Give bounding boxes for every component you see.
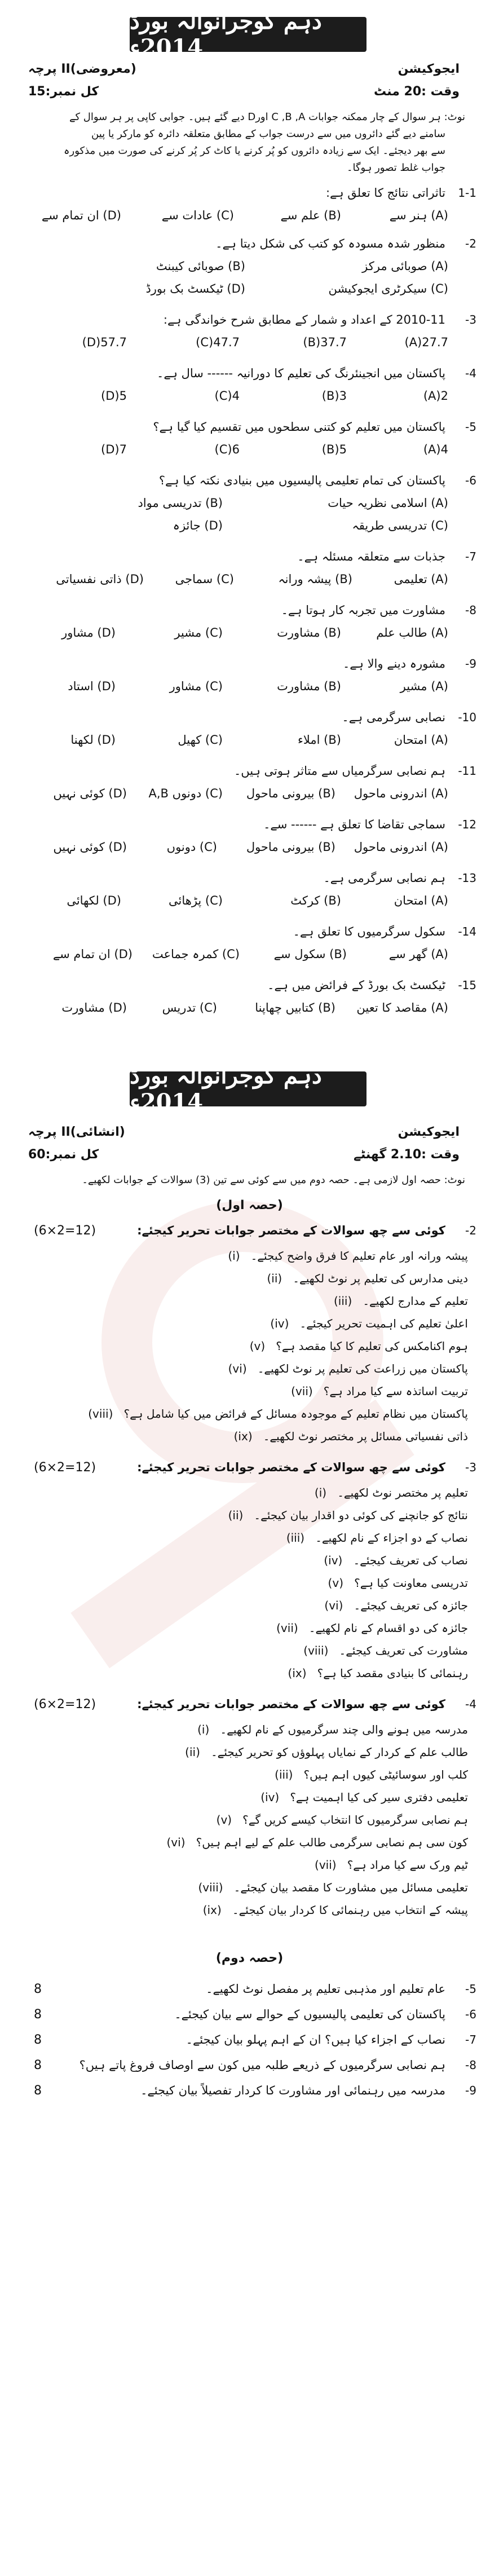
sub-question-text: پاکستان میں نظام تعلیم کے موجودہ مسائل کے فرائض میں کیا شامل ہے؟ (123, 1407, 468, 1421)
option: 2(A) (423, 389, 448, 403)
sub-question-number: (ix) (202, 1903, 222, 1917)
question-text: منظور شدہ مسودہ کو کتب کی شکل دیتا ہے۔ (215, 237, 445, 250)
sub-question-text: پیشہ کے انتخاب میں رہنمائی کا کردار بیان کیجئے۔ (232, 1903, 468, 1917)
question-text: مشورہ دینے والا ہے۔ (342, 657, 445, 671)
options-row (31, 572, 460, 588)
question-text: ٹیکسٹ بک بورڈ کے فرائض میں ہے۔ (267, 978, 445, 992)
objective-paper: پرچہ II(معروضی) (28, 62, 136, 76)
sub-question (334, 1294, 468, 1308)
sub-question-text: نتائج کو جانچنے کی کوئی دو اقدار بیان کیجئے۔ (254, 1508, 468, 1522)
option: (A) اندرونی ماحول (354, 840, 448, 854)
subjective-subject: ایجوکیشن (398, 1125, 460, 1139)
option: (D) کوئی نہیں (53, 787, 127, 800)
option: (C) دونوں A,B (148, 787, 223, 800)
question (34, 1697, 476, 1712)
question-number: -11 (458, 764, 476, 778)
question-text: پاکستان کی تعلیمی پالیسیوں کے حوالے سے بیان کیجئے۔ (174, 2008, 445, 2021)
options-row (31, 733, 460, 749)
question-number: -4 (465, 1697, 476, 1711)
sub-question-text: جائزہ کی دو اقسام کے نام لکھیے۔ (308, 1621, 468, 1635)
sub-question-number: (ix) (288, 1666, 307, 1680)
sub-question-text: نصاب کے دو اجزاء کے نام لکھیے۔ (315, 1531, 468, 1545)
options-row (31, 259, 460, 275)
sub-question (198, 1881, 468, 1894)
question-number: -14 (458, 925, 476, 938)
options-row (31, 680, 460, 695)
sub-question (324, 1554, 468, 1567)
sub-question (291, 1384, 468, 1398)
options-row (31, 787, 460, 802)
option: (C) کمرہ جماعت (152, 947, 240, 961)
sub-question (303, 1644, 468, 1657)
sub-question-text: ذاتی نفسیاتی مسائل پر مختصر نوٹ لکھیے۔ (263, 1430, 468, 1443)
option: (C) سماجی (175, 572, 234, 586)
question (34, 871, 476, 886)
options-row (31, 389, 460, 405)
question (34, 978, 476, 993)
option: (D) ان تمام سے (52, 947, 133, 961)
question (34, 603, 476, 618)
option: (A) اسلامی نظریہ حیات (328, 496, 448, 510)
option: 7(D) (101, 443, 127, 456)
option: 57.7(D) (82, 336, 127, 349)
option: (D) جائزہ (173, 519, 223, 532)
question (34, 2008, 476, 2022)
sub-question-number: (ii) (185, 1745, 200, 1759)
sub-question-number: (vi) (166, 1836, 186, 1849)
objective-header: دہم گوجرانوالہ بورڈ 2014ء (130, 17, 366, 52)
option: (C) مشیر (174, 626, 223, 639)
sub-question-number: (v) (216, 1813, 232, 1827)
question-text: ہم نصابی سرگرمیوں کے ذریعے طلبہ میں کون سے اوصاف فروغ پاتے ہیں؟ (79, 2058, 445, 2072)
option: (A) طالب علم (376, 626, 448, 639)
option: (A) صوبائی مرکز (362, 259, 448, 273)
question-number: -4 (465, 367, 476, 380)
subjective-note: نوٹ: حصہ اول لازمی ہے۔ حصہ دوم میں سے کوئی سے تین (3) سوالات کے جوابات لکھیے۔ (82, 1174, 465, 1186)
sub-question-number: (vi) (228, 1362, 247, 1375)
part1-title: (حصہ اول) (216, 1198, 283, 1212)
option: (A) گھر سے (388, 947, 448, 961)
option: (D) لکھائی (67, 894, 121, 907)
sub-question-number: (viii) (303, 1644, 329, 1657)
sub-question-number: (i) (228, 1249, 240, 1263)
sub-question (315, 1486, 468, 1499)
option: (B) علم سے (280, 209, 341, 222)
question (34, 550, 476, 564)
sub-question (260, 1790, 468, 1804)
option: (B) مشاورت (277, 626, 341, 639)
option: (B) بیرونی ماحول (246, 840, 335, 854)
sub-question (250, 1339, 468, 1353)
option: 3(B) (321, 389, 347, 403)
question-number: 1-1 (458, 186, 476, 200)
sub-question-text: پاکستان میں زراعت کی تعلیم پر نوٹ لکھیے۔ (257, 1362, 468, 1375)
question-marks: (6×2=12) (34, 1697, 96, 1712)
sub-question (185, 1745, 468, 1759)
option: (D) ٹیکسٹ بک بورڈ (145, 282, 245, 295)
sub-question (315, 1858, 468, 1872)
sub-question-text: کون سی ہم نصابی سرگرمی طالب علم کے لیے اہم ہیں؟ (196, 1836, 468, 1849)
objective-note-line: سامنے دیے گئے دائروں میں سے درست جواب کے مطابق متعلقہ دائرہ کو مارکر یا پین (91, 128, 445, 140)
option: 5(D) (101, 389, 127, 403)
sub-question-number: (iv) (260, 1790, 280, 1804)
sub-question (228, 1362, 468, 1375)
option: (D) ان تمام سے (41, 209, 121, 222)
question-number: -3 (465, 1461, 476, 1474)
question-marks: 8 (34, 1982, 42, 1996)
options-row (31, 1001, 460, 1017)
question-text: پاکستان میں انجینئرنگ کی تعلیم کا دورانیہ ------ سال ہے۔ (157, 367, 445, 380)
sub-question-text: تعلیمی مسائل میں مشاورت کا مقصد بیان کیجئے۔ (233, 1881, 468, 1894)
option: (D) لکھنا (70, 733, 116, 747)
question-marks: 8 (34, 2008, 42, 2022)
option: (C) عادات سے (161, 209, 234, 222)
question-text: ہم نصابی سرگرمیاں سے متاثر ہوتی ہیں۔ (233, 764, 445, 778)
sub-question (267, 1272, 468, 1285)
option: (A) مقاصد کا تعین (356, 1001, 448, 1014)
objective-subject: ایجوکیشن (398, 62, 460, 76)
question-marks: 8 (34, 2084, 42, 2098)
options-row (31, 336, 460, 351)
question (34, 420, 476, 435)
sub-question-number: (i) (314, 1486, 327, 1499)
question (34, 1461, 476, 1475)
subjective-paper: پرچہ II(انشائی) (28, 1125, 125, 1139)
question-text: پاکستان کی تمام تعلیمی پالیسیوں میں بنیادی نکتہ کیا ہے؟ (158, 474, 445, 487)
sub-question-text: کلب اور سوسائیٹی کیوں اہم ہیں؟ (303, 1768, 468, 1781)
question-text: سماجی تقاضا کا تعلق ہے ------ سے۔ (263, 818, 445, 831)
question-number: -5 (465, 420, 476, 434)
sub-question-text: ہم نصابی سرگرمیوں کا انتخاب کیسے کریں گے؟ (242, 1813, 468, 1827)
question-number: -6 (465, 474, 476, 487)
question (34, 1982, 476, 1997)
sub-question (324, 1599, 468, 1612)
options-row (31, 894, 460, 910)
option: (C) کھیل (178, 733, 223, 747)
option: (A) امتحان (394, 894, 448, 907)
option: (B) کرکٹ (290, 894, 341, 907)
sub-question-number: (i) (197, 1723, 210, 1736)
sub-question (203, 1903, 468, 1917)
question-marks: (6×2=12) (34, 1224, 96, 1238)
question-text: جذبات سے متعلقہ مسئلہ ہے۔ (297, 550, 445, 563)
option: (B) پیشہ ورانہ (278, 572, 352, 586)
question (34, 313, 476, 328)
sub-question-number: (vii) (291, 1384, 313, 1398)
sub-question-text: ہوم اکنامکس کی تعلیم کا کیا مقصد ہے؟ (276, 1339, 468, 1353)
question-number: -10 (458, 711, 476, 724)
sub-question-number: (vi) (324, 1599, 343, 1612)
sub-question (275, 1768, 468, 1781)
option: (C) پڑھائی (169, 894, 223, 907)
option: (D) ذاتی نفسیاتی (56, 572, 144, 586)
question-number: -6 (465, 2008, 476, 2021)
option: (A) امتحان (394, 733, 448, 747)
sub-question-text: تربیت اساتذہ سے کیا مراد ہے؟ (323, 1384, 468, 1398)
question-text: کوئی سے چھ سوالات کے مختصر جوابات تحریر کیجئے: (137, 1224, 445, 1237)
sub-question-text: جائزہ کی تعریف کیجئے۔ (354, 1599, 468, 1612)
sub-question-number: (ii) (267, 1272, 282, 1285)
options-row (31, 282, 460, 298)
objective-note-line: سے بھر دیجئے۔ ایک سے زیادہ دائروں کو پُر کرنے یا کاٹ کر پُر کرنے کی صورت میں مذکورہ (63, 145, 445, 157)
option: (B) بیرونی ماحول (246, 787, 335, 800)
question-number: -15 (458, 978, 476, 992)
sub-question-number: (iv) (324, 1554, 343, 1567)
sub-question-text: تعلیمی دفتری سیر کی کیا اہمیت ہے؟ (290, 1790, 468, 1804)
sub-question-text: طالب علم کے کردار کے نمایاں پہلوؤں کو تحریر کیجئے۔ (210, 1745, 468, 1759)
question (34, 925, 476, 939)
objective-total-marks: کل نمبر:15 (28, 85, 99, 99)
sub-question-text: رہنمائی کا بنیادی مقصد کیا ہے؟ (317, 1666, 468, 1680)
sub-question (288, 1666, 468, 1680)
option: (C) سیکرٹری ایجوکیشن (328, 282, 448, 295)
option: 6(C) (214, 443, 240, 456)
option: (C) تدریس (162, 1001, 217, 1014)
sub-question (234, 1430, 468, 1443)
question-number: -7 (465, 2033, 476, 2046)
question-text: مشاورت میں تجربہ کار ہوتا ہے۔ (281, 603, 445, 617)
sub-question-text: دینی مدارس کی تعلیم پر نوٹ لکھیے۔ (293, 1272, 468, 1285)
options-row (31, 947, 460, 963)
question-number: -8 (465, 603, 476, 617)
question (34, 711, 476, 725)
sub-question-number: (viii) (198, 1881, 223, 1894)
subjective-header: دہم گوجرانوالہ بورڈ 2014ء (130, 1071, 366, 1106)
sub-question-number: (v) (328, 1576, 344, 1590)
question-marks: 8 (34, 2033, 42, 2047)
question-marks: 8 (34, 2058, 42, 2072)
option: (B) تدریسی مواد (138, 496, 223, 510)
sub-question-text: تعلیم پر مختصر نوٹ لکھیے۔ (337, 1486, 468, 1499)
question-text: سکول سرگرمیوں کا تعلق ہے۔ (293, 925, 445, 938)
option: (B) کتابیں چھاپنا (255, 1001, 335, 1014)
sub-question-text: نصاب کی تعریف کیجئے۔ (353, 1554, 468, 1567)
sub-question (276, 1621, 468, 1635)
sub-question-text: مدرسہ میں ہونے والی چند سرگرمیوں کے نام لکھیے۔ (220, 1723, 468, 1736)
option: 47.7(C) (196, 336, 240, 349)
options-row (31, 496, 460, 512)
question (34, 186, 476, 201)
sub-question (286, 1531, 468, 1545)
question-number: -2 (465, 1224, 476, 1237)
option: (C) مشاور (169, 680, 223, 693)
sub-question-text: مشاورت کی تعریف کیجئے۔ (339, 1644, 468, 1657)
question-number: -9 (465, 657, 476, 671)
sub-question-number: (iii) (333, 1294, 352, 1308)
question (34, 474, 476, 488)
sub-question (88, 1407, 468, 1421)
option: (D) کوئی نہیں (53, 840, 127, 854)
option: 4(A) (423, 443, 448, 456)
question-text: 2010-11 کے اعداد و شمار کے مطابق شرح خواندگی ہے: (163, 313, 445, 327)
question (34, 818, 476, 832)
option: (D) مشاور (61, 626, 116, 639)
sub-question-number: (vii) (315, 1858, 337, 1872)
question-text: کوئی سے چھ سوالات کے مختصر جوابات تحریر کیجئے: (137, 1461, 445, 1474)
question-text: عام تعلیم اور مذہبی تعلیم پر مفصل نوٹ لکھیے۔ (206, 1982, 445, 1996)
question-number: -7 (465, 550, 476, 563)
sub-question (166, 1836, 468, 1849)
sub-question-number: (viii) (88, 1407, 113, 1421)
options-row (31, 626, 460, 642)
option: (C) تدریسی طریقہ (352, 519, 448, 532)
option: 27.7(A) (404, 336, 448, 349)
options-row (31, 209, 460, 224)
options-row (31, 443, 460, 458)
sub-question-number: (iii) (286, 1531, 305, 1545)
sub-question (228, 1249, 468, 1263)
question-number: -5 (465, 1982, 476, 1996)
question (34, 367, 476, 381)
options-row (31, 519, 460, 535)
question-text: پاکستان میں تعلیم کو کتنی سطحوں میں تقسیم کیا گیا ہے؟ (153, 420, 445, 434)
subjective-total-marks: کل نمبر:60 (28, 1148, 99, 1162)
question (34, 764, 476, 779)
sub-question (228, 1508, 468, 1522)
question-text: نصاب کے اجزاء کیا ہیں؟ ان کے اہم پہلو بیان کیجئے۔ (186, 2033, 445, 2046)
question (34, 657, 476, 672)
objective-note-line: جواب غلط تصور ہوگا۔ (346, 162, 445, 174)
sub-question (270, 1317, 468, 1330)
sub-question-number: (ix) (233, 1430, 253, 1443)
option: 5(B) (321, 443, 347, 456)
question (34, 2058, 476, 2073)
options-row (31, 840, 460, 856)
sub-question-text: اعلیٰ تعلیم کی اہمیت تحریر کیجئے۔ (299, 1317, 468, 1330)
sub-question-text: ٹیم ورک سے کیا مراد ہے؟ (347, 1858, 468, 1872)
sub-question-number: (iii) (275, 1768, 293, 1781)
option: (A) ہنر سے (389, 209, 448, 222)
part2-title: (حصہ دوم) (215, 1951, 284, 1965)
question-marks: (6×2=12) (34, 1461, 96, 1475)
option: (A) اندرونی ماحول (354, 787, 448, 800)
question-text: تاثراتی نتائج کا تعلق ہے: (325, 186, 445, 200)
option: (D) استاد (68, 680, 116, 693)
question-number: -13 (458, 871, 476, 885)
question (34, 2084, 476, 2098)
sub-question-number: (v) (249, 1339, 266, 1353)
option: (B) صوبائی کیبنٹ (156, 259, 245, 273)
question (34, 237, 476, 252)
sub-question-number: (ii) (228, 1508, 244, 1522)
sub-question (328, 1576, 468, 1590)
question (34, 1224, 476, 1238)
sub-question-text: پیشہ ورانہ اور عام تعلیم کا فرق واضح کیجئے۔ (250, 1249, 468, 1263)
option: 4(C) (214, 389, 240, 403)
question-number: -12 (458, 818, 476, 831)
option: (B) مشاورت (277, 680, 341, 693)
sub-question-text: تعلیم کے مدارج لکھیے۔ (363, 1294, 468, 1308)
option: (A) تعلیمی (394, 572, 448, 586)
sub-question-text: تدریسی معاونت کیا ہے؟ (354, 1576, 468, 1590)
question-number: -3 (465, 313, 476, 327)
sub-question-number: (iv) (270, 1317, 289, 1330)
sub-question (197, 1723, 468, 1736)
question-text: کوئی سے چھ سوالات کے مختصر جوابات تحریر کیجئے: (137, 1697, 445, 1711)
question-text: نصابی سرگرمی ہے۔ (342, 711, 445, 724)
sub-question (217, 1813, 468, 1827)
question-number: -8 (465, 2058, 476, 2072)
question-number: -2 (465, 237, 476, 250)
objective-time: وقت :20 منٹ (373, 85, 460, 99)
option: 37.7(B) (303, 336, 347, 349)
question-number: -9 (465, 2084, 476, 2097)
option: (B) املاء (298, 733, 341, 747)
option: (D) مشاورت (61, 1001, 127, 1014)
sub-question-number: (vii) (276, 1621, 298, 1635)
question (34, 2033, 476, 2048)
option: (B) سکول سے (273, 947, 347, 961)
objective-note-line: نوٹ: ہر سوال کے چار ممکنہ جوابات C ,B ,A اورD دیے گئے ہیں۔ جوابی کاپی پر ہر سوال کے (69, 111, 465, 123)
question-text: مدرسہ میں رہنمائی اور مشاورت کا کردار تفصیلاً بیان کیجئے۔ (140, 2084, 445, 2097)
option: (A) مشیر (400, 680, 448, 693)
subjective-time: وقت :2.10 گھنٹے (354, 1148, 460, 1162)
question-text: ہم نصابی سرگرمی ہے۔ (323, 871, 445, 885)
option: (C) دونوں (166, 840, 217, 854)
